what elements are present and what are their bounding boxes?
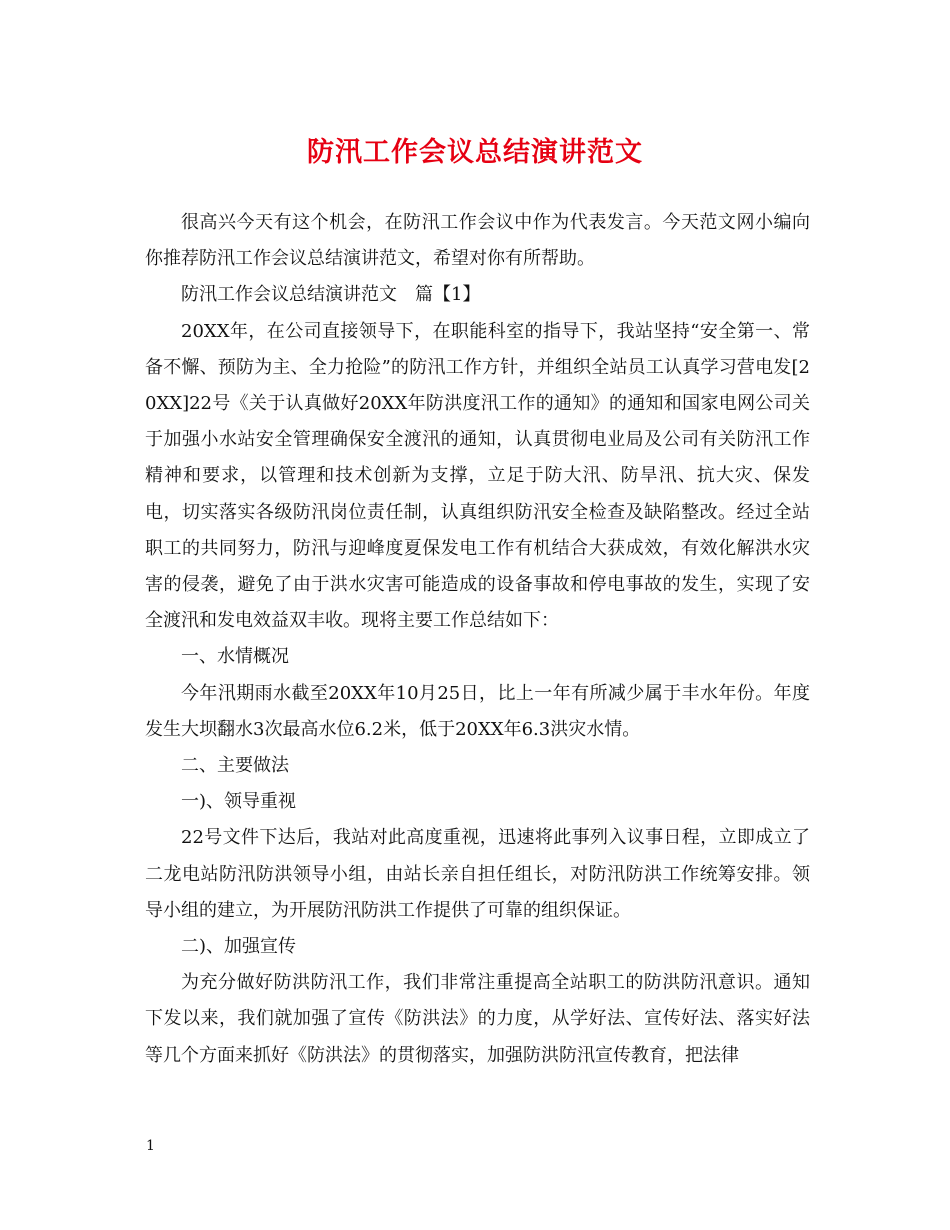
paragraph-leadership: 22号文件下达后，我站对此高度重视，迅速将此事列入议事日程，立即成立了二龙电站防汛防洪领导小组，由站长亲自担任组长，对防汛防洪工作统筹安排。领导小组的建立，为开展防汛防洪工作提供了可靠的组织保证。 xyxy=(145,827,810,921)
page-number: 1 xyxy=(146,1138,155,1154)
heading-leadership: 一)、领导重视 xyxy=(181,791,297,813)
paragraph-water-situation: 今年汛期雨水截至20XX年10月25日，比上一年有所减少属于丰水年份。年度发生大坝翻水3次最高水位6.2米，低于20XX年6.3洪灾水情。 xyxy=(145,682,810,740)
heading-water-situation: 一、水情概况 xyxy=(181,646,289,668)
paragraph-intro: 很高兴今天有这个机会，在防汛工作会议中作为代表发言。今天范文网小编向你推荐防汛工作会议总结演讲范文，希望对你有所帮助。 xyxy=(145,212,810,270)
document-title: 防汛工作会议总结演讲范文 xyxy=(307,137,643,168)
paragraph-publicity: 为充分做好防洪防汛工作，我们非常注重提高全站职工的防洪防汛意识。通知下发以来，我们就加强了宣传《防洪法》的力度，从学好法、宣传好法、落实好法等几个方面来抓好《防洪法》的贯彻落实，加强防洪防汛宣传教育，把法律 xyxy=(145,972,810,1066)
document-body xyxy=(145,205,810,1074)
paragraph-section-heading: 防汛工作会议总结演讲范文 篇【1】 xyxy=(181,284,481,306)
heading-publicity: 二)、加强宣传 xyxy=(181,936,297,958)
heading-main-practices: 二、主要做法 xyxy=(181,755,289,777)
paragraph-overview: 20XX年，在公司直接领导下，在职能科室的指导下，我站坚持“安全第一、常备不懈、预防为主、全力抢险”的防汛工作方针，并组织全站员工认真学习营电发[20XX]22号《关于认真做好20XX年防洪度汛工作的通知》的通知和国家电网公司关于加强小水站安全管理确保安全渡汛的通知，认真贯彻电业局及公司有关防汛工作精神和要求，以管理和技术创新为支撑，立足于防大汛、防旱汛、抗大灾、保发电，切实落实各级防汛岗位责任制，认真组织防汛安全检查及缺陷整改。经过全站职工的共同努力，防汛与迎峰度夏保发电工作有机结合大获成效，有效化解洪水灾害的侵袭，避免了由于洪水灾害可能造成的设备事故和停电事故的发生，实现了安全渡汛和发电效益双丰收。现将主要工作总结如下： xyxy=(145,320,810,632)
